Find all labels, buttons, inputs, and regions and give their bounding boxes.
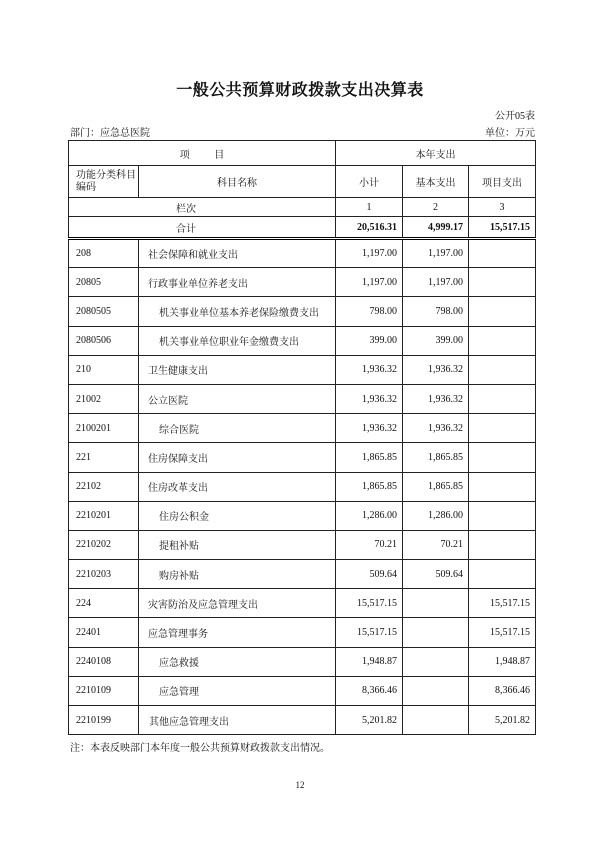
row-name: 其他应急管理支出 xyxy=(139,706,336,735)
row-code: 20805 xyxy=(69,268,139,297)
row-name: 综合医院 xyxy=(139,414,336,443)
row-subtotal: 399.00 xyxy=(336,326,403,355)
row-subtotal: 15,517.15 xyxy=(336,618,403,647)
row-project xyxy=(469,443,536,472)
row-project xyxy=(469,326,536,355)
table-row xyxy=(69,355,536,384)
row-name: 卫生健康支出 xyxy=(139,355,336,384)
row-project xyxy=(469,414,536,443)
row-project: 1,948.87 xyxy=(469,647,536,676)
table-row xyxy=(69,326,536,355)
row-basic: 399.00 xyxy=(403,326,469,355)
row-code: 2210199 xyxy=(69,706,139,735)
budget-table xyxy=(68,140,536,735)
page-title: 一般公共预算财政拨款支出决算表 xyxy=(176,82,424,99)
row-code: 2080506 xyxy=(69,326,139,355)
column-header-name: 科目名称 xyxy=(139,166,336,198)
column-header-project: 项目支出 xyxy=(469,166,536,198)
row-name: 住房保障支出 xyxy=(139,443,336,472)
row-basic: 1,865.85 xyxy=(403,472,469,501)
row-basic: 1,936.32 xyxy=(403,384,469,413)
row-name: 机关事业单位职业年金缴费支出 xyxy=(139,326,336,355)
row-name: 机关事业单位基本养老保险缴费支出 xyxy=(139,297,336,326)
row-name: 住房公积金 xyxy=(139,501,336,530)
column-index-3: 3 xyxy=(469,198,536,217)
total-row xyxy=(69,217,536,239)
table-row xyxy=(69,268,536,297)
table-row xyxy=(69,560,536,589)
row-project xyxy=(469,384,536,413)
column-header-row xyxy=(69,166,536,198)
total-project: 15,517.15 xyxy=(469,217,536,239)
row-name: 购房补贴 xyxy=(139,560,336,589)
unit-label: 单位：万元 xyxy=(485,128,535,139)
row-basic xyxy=(403,647,469,676)
table-row xyxy=(69,676,536,705)
row-code: 2100201 xyxy=(69,414,139,443)
row-name: 行政事业单位养老支出 xyxy=(139,268,336,297)
column-index-1: 1 xyxy=(336,198,403,217)
column-header-basic: 基本支出 xyxy=(403,166,469,198)
row-code: 2210201 xyxy=(69,501,139,530)
total-basic: 4,999.17 xyxy=(403,217,469,239)
column-header-subtotal: 小计 xyxy=(336,166,403,198)
row-subtotal: 1,197.00 xyxy=(336,239,403,268)
row-name: 提租补贴 xyxy=(139,530,336,559)
table-row xyxy=(69,239,536,268)
row-subtotal: 1,948.87 xyxy=(336,647,403,676)
row-project xyxy=(469,297,536,326)
row-subtotal: 5,201.82 xyxy=(336,706,403,735)
header-item-text: 项 目 xyxy=(179,149,225,161)
row-name: 社会保障和就业支出 xyxy=(139,239,336,268)
row-name: 应急管理事务 xyxy=(139,618,336,647)
form-number: 公开05表 xyxy=(495,111,535,122)
row-name: 公立医院 xyxy=(139,384,336,413)
row-subtotal: 1,286.00 xyxy=(336,501,403,530)
row-code: 2210203 xyxy=(69,560,139,589)
table-row xyxy=(69,297,536,326)
total-subtotal: 20,516.31 xyxy=(336,217,403,239)
row-name: 应急管理 xyxy=(139,676,336,705)
row-basic: 70.21 xyxy=(403,530,469,559)
row-code: 224 xyxy=(69,589,139,618)
row-subtotal: 798.00 xyxy=(336,297,403,326)
table-row xyxy=(69,443,536,472)
table-row xyxy=(69,530,536,559)
row-subtotal: 8,366.46 xyxy=(336,676,403,705)
table-row xyxy=(69,589,536,618)
row-name: 灾害防治及应急管理支出 xyxy=(139,589,336,618)
row-basic: 1,197.00 xyxy=(403,239,469,268)
row-name: 住房改革支出 xyxy=(139,472,336,501)
column-index-label: 栏次 xyxy=(69,198,336,217)
table-row xyxy=(69,647,536,676)
row-basic: 798.00 xyxy=(403,297,469,326)
table-row xyxy=(69,618,536,647)
row-project xyxy=(469,239,536,268)
row-basic: 1,936.32 xyxy=(403,414,469,443)
department-label: 部门：应急总医院 xyxy=(70,128,150,139)
table-row xyxy=(69,472,536,501)
row-code: 22102 xyxy=(69,472,139,501)
page-number: 12 xyxy=(295,780,305,790)
row-basic xyxy=(403,706,469,735)
row-basic: 1,936.32 xyxy=(403,355,469,384)
row-project xyxy=(469,355,536,384)
header-row xyxy=(69,141,536,166)
row-basic xyxy=(403,676,469,705)
row-code: 2210202 xyxy=(69,530,139,559)
row-basic: 1,286.00 xyxy=(403,501,469,530)
row-code: 2080505 xyxy=(69,297,139,326)
row-project xyxy=(469,560,536,589)
table-note: 注：本表反映部门本年度一般公共预算财政拨款支出情况。 xyxy=(70,743,330,754)
row-code: 22401 xyxy=(69,618,139,647)
header-item xyxy=(69,141,336,166)
row-basic: 1,197.00 xyxy=(403,268,469,297)
table-row xyxy=(69,501,536,530)
row-project: 8,366.46 xyxy=(469,676,536,705)
row-code: 221 xyxy=(69,443,139,472)
row-code: 208 xyxy=(69,239,139,268)
total-label: 合计 xyxy=(69,217,336,239)
row-code: 21002 xyxy=(69,384,139,413)
row-project xyxy=(469,530,536,559)
column-index-row xyxy=(69,198,536,217)
row-subtotal: 1,865.85 xyxy=(336,472,403,501)
row-basic xyxy=(403,589,469,618)
row-project xyxy=(469,472,536,501)
row-code: 2210109 xyxy=(69,676,139,705)
row-subtotal: 1,865.85 xyxy=(336,443,403,472)
row-subtotal: 509.64 xyxy=(336,560,403,589)
header-year-expenditure: 本年支出 xyxy=(336,141,536,166)
row-subtotal: 1,936.32 xyxy=(336,384,403,413)
row-subtotal: 1,936.32 xyxy=(336,355,403,384)
row-basic: 509.64 xyxy=(403,560,469,589)
row-project: 15,517.15 xyxy=(469,618,536,647)
column-header-code-text: 功能分类科目编码 xyxy=(76,169,136,193)
row-code: 210 xyxy=(69,355,139,384)
table-row xyxy=(69,414,536,443)
row-subtotal: 15,517.15 xyxy=(336,589,403,618)
row-code: 2240108 xyxy=(69,647,139,676)
row-project: 5,201.82 xyxy=(469,706,536,735)
table-row xyxy=(69,384,536,413)
row-subtotal: 1,197.00 xyxy=(336,268,403,297)
column-header-code xyxy=(69,166,139,198)
row-basic xyxy=(403,618,469,647)
row-subtotal: 70.21 xyxy=(336,530,403,559)
row-project xyxy=(469,268,536,297)
row-basic: 1,865.85 xyxy=(403,443,469,472)
row-subtotal: 1,936.32 xyxy=(336,414,403,443)
column-index-2: 2 xyxy=(403,198,469,217)
row-name: 应急救援 xyxy=(139,647,336,676)
row-project xyxy=(469,501,536,530)
row-project: 15,517.15 xyxy=(469,589,536,618)
table-row xyxy=(69,706,536,735)
